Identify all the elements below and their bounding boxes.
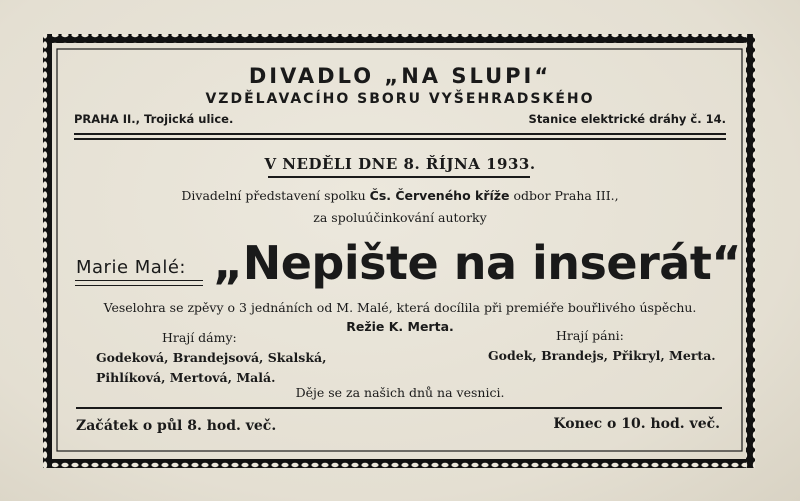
setting-line: Děje se za našich dnů na vesnici. bbox=[295, 385, 505, 400]
organization-name: Čs. Červeného kříže bbox=[369, 188, 510, 203]
men-label: Hrají páni: bbox=[556, 328, 624, 343]
start-time: Začátek o půl 8. hod. več. bbox=[76, 418, 277, 434]
date-underline bbox=[268, 176, 530, 178]
play-title: „Nepište na inserát“ bbox=[213, 236, 742, 290]
director: Režie K. Merta. bbox=[346, 319, 454, 334]
ladies-names-line2: Pihlíková, Mertová, Malá. bbox=[96, 370, 276, 385]
border-top bbox=[46, 34, 754, 43]
performance-line bbox=[0, 188, 800, 203]
author-rule-top bbox=[75, 280, 203, 281]
header-rule-top bbox=[74, 133, 726, 135]
author-rule-bottom bbox=[75, 285, 203, 286]
end-time: Konec o 10. hod. več. bbox=[553, 416, 720, 432]
theatre-name: DIVADLO „NA SLUPI“ bbox=[248, 64, 552, 88]
tram-station: Stanice elektrické dráhy č. 14. bbox=[528, 112, 726, 126]
ladies-names-line1: Godeková, Brandejsová, Skalská, bbox=[96, 350, 327, 365]
performance-prefix: Divadelní představení spolku bbox=[181, 188, 366, 203]
header-rule-bottom bbox=[74, 138, 726, 140]
performance-suffix: odbor Praha III., bbox=[513, 188, 619, 203]
theatre-address: PRAHA II., Trojická ulice. bbox=[74, 112, 234, 126]
men-names: Godek, Brandejs, Přikryl, Merta. bbox=[488, 348, 716, 363]
play-description: Veselohra se zpěvy o 3 jednáních od M. Malé, která docílila při premiéře bouřlivého úspěchu. bbox=[103, 300, 697, 315]
society-name: VZDĚLAVACÍHO SBORU VYŠEHRADSKÉHO bbox=[205, 91, 595, 107]
cooperation-line: za spoluúčinkování autorky bbox=[313, 210, 487, 225]
performance-date: V NEDĚLI DNE 8. ŘÍJNA 1933. bbox=[264, 155, 536, 173]
footer-rule bbox=[76, 407, 722, 409]
author-name: Marie Malé: bbox=[76, 257, 186, 278]
border-bottom bbox=[46, 459, 754, 468]
ladies-label: Hrají dámy: bbox=[162, 330, 237, 345]
